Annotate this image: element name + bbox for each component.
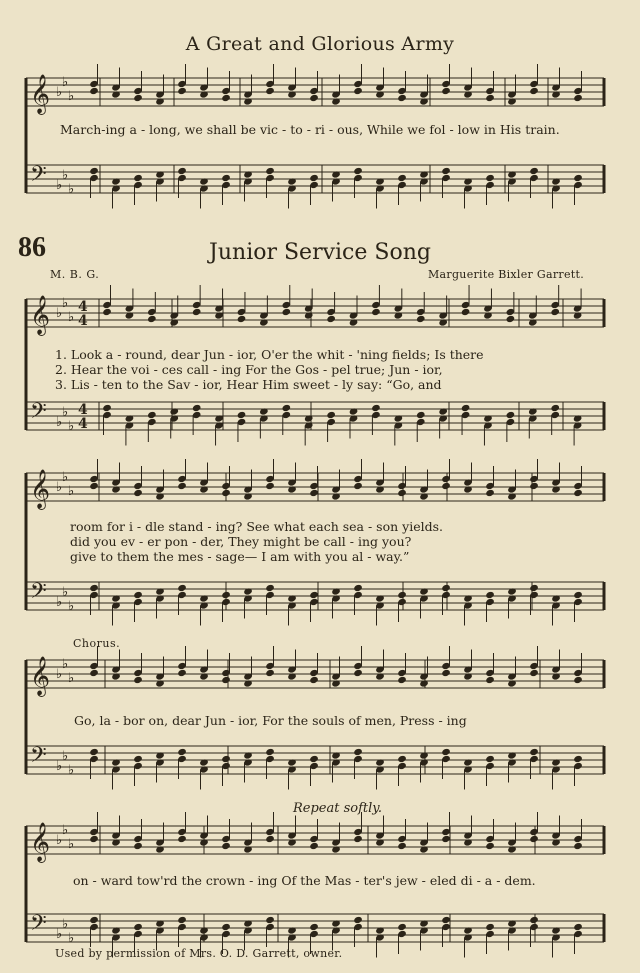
system-1-note <box>326 315 336 323</box>
system-4-note <box>221 923 231 931</box>
system-2-note <box>177 584 187 592</box>
system-2-note <box>353 584 363 592</box>
system-0-note <box>265 87 275 95</box>
chorus-label: Chorus. <box>73 637 121 650</box>
system-3-note <box>221 676 231 684</box>
system-3-note <box>397 755 407 763</box>
hymn-title: Junior Service Song <box>209 240 431 265</box>
system-1-note <box>192 308 202 316</box>
system-2-flat-treble: ♭ <box>56 480 63 495</box>
system-3-flat-treble: ♭ <box>68 671 75 686</box>
system-4-note <box>221 842 231 850</box>
chorus-lyric-line: Go, la - bor on, dear Jun - ior, For the souls of men, Press - ing <box>74 713 467 728</box>
system-0-treble-clef: 𝄞 <box>30 74 51 114</box>
system-0-note <box>353 167 363 175</box>
system-2-note <box>221 591 231 599</box>
system-1-note <box>326 411 336 419</box>
system-3-note <box>309 755 319 763</box>
system-0-note <box>133 174 143 182</box>
music-author: M. B. G. <box>50 268 100 281</box>
system-1-flat-treble: ♭ <box>68 310 75 325</box>
system-2-flat-bass: ♭ <box>62 585 69 600</box>
system-1-note <box>147 411 157 419</box>
system-2-note <box>441 482 451 490</box>
system-1-note <box>416 411 426 419</box>
system-2-note <box>89 584 99 592</box>
system-3-flat-bass: ♭ <box>68 763 75 778</box>
system-0-note <box>309 94 319 102</box>
system-4-note <box>485 842 495 850</box>
system-0-note <box>573 94 583 102</box>
repeat-softly-label: Repeat softly. <box>293 801 383 816</box>
verse-3-line-2: give to them the mes - sage— I am with you al - way.” <box>70 549 410 564</box>
system-1-note <box>281 308 291 316</box>
system-3-note <box>573 755 583 763</box>
system-1-note <box>371 308 381 316</box>
system-2-note <box>441 584 451 592</box>
system-1-note <box>416 315 426 323</box>
system-3-flat-treble: ♭ <box>62 657 69 672</box>
final-lyric-line: on - ward tow'rd the crown - ing Of the Mas - ter's jew - eled di - a - dem. <box>73 873 536 888</box>
system-0-flat-bass: ♭ <box>68 182 75 197</box>
system-2-bass-clef: 𝄢 <box>30 579 47 609</box>
system-4-flat-bass: ♭ <box>62 917 69 932</box>
system-0-bass-clef: 𝄢 <box>30 162 47 192</box>
system-1-time-sig: 4 <box>78 402 88 418</box>
system-4-note <box>485 923 495 931</box>
system-4-note <box>353 835 363 843</box>
system-4-note <box>441 835 451 843</box>
system-1-note <box>461 404 471 412</box>
system-4-note <box>265 835 275 843</box>
system-3-note <box>485 676 495 684</box>
verse-3-line-1: 3. Lis - ten to the Sav - ior, Hear Him sweet - ly say: “Go, and <box>55 377 442 392</box>
system-1-time-sig: 4 <box>78 313 88 329</box>
system-4-note <box>573 842 583 850</box>
top-hymn-title: A Great and Glorious Army <box>185 33 455 55</box>
system-2-note <box>529 482 539 490</box>
system-3-note <box>177 669 187 677</box>
system-3-flat-treble: ♭ <box>56 667 63 682</box>
system-4-note <box>441 916 451 924</box>
system-0-note <box>441 87 451 95</box>
system-0-flat-treble: ♭ <box>62 75 69 90</box>
system-3-note <box>89 669 99 677</box>
system-3-note <box>89 748 99 756</box>
system-3-note <box>353 748 363 756</box>
system-1-flat-bass: ♭ <box>68 419 75 434</box>
system-2-note <box>485 591 495 599</box>
footer-permission: Used by permission of Mrs. O. D. Garrett, owner. <box>55 947 343 960</box>
system-0-flat-treble: ♭ <box>56 85 63 100</box>
verse-1-line-1: 1. Look a - round, dear Jun - ior, O'er the whit - 'ning fields; Is there <box>55 347 484 362</box>
system-0-note <box>309 174 319 182</box>
system-1-note <box>102 404 112 412</box>
system-1-flat-treble: ♭ <box>62 296 69 311</box>
system-4-note <box>133 842 143 850</box>
verse-1-line-2: room for i - dle stand - ing? See what each sea - son yields. <box>70 519 443 534</box>
system-4-note <box>133 923 143 931</box>
system-4-bass-clef: 𝄢 <box>30 911 47 941</box>
system-3-note <box>441 748 451 756</box>
system-4-note <box>89 916 99 924</box>
system-4-flat-bass: ♭ <box>56 927 63 942</box>
system-3-note <box>485 755 495 763</box>
system-2-note <box>397 489 407 497</box>
system-4-note <box>529 835 539 843</box>
system-3-note <box>221 755 231 763</box>
system-4-note <box>265 916 275 924</box>
system-1-note <box>506 411 516 419</box>
system-4-note <box>397 842 407 850</box>
system-0-note <box>221 94 231 102</box>
system-1-time-sig: 4 <box>78 416 88 432</box>
system-4-note <box>177 835 187 843</box>
system-0-note <box>221 174 231 182</box>
system-1-note <box>461 308 471 316</box>
system-4-note <box>573 923 583 931</box>
system-2-note <box>265 584 275 592</box>
system-1-time-sig: 4 <box>78 299 88 315</box>
system-2-note <box>353 482 363 490</box>
system-0-note <box>89 87 99 95</box>
system-2-flat-bass: ♭ <box>68 599 75 614</box>
system-0-note <box>89 167 99 175</box>
system-0-flat-bass: ♭ <box>56 178 63 193</box>
system-1-note <box>237 411 247 419</box>
system-2-note <box>529 584 539 592</box>
system-3-note <box>265 669 275 677</box>
system-0-note <box>529 87 539 95</box>
lyric-author: Marguerite Bixler Garrett. <box>427 268 584 281</box>
system-1-flat-treble: ♭ <box>56 306 63 321</box>
system-4-note <box>309 842 319 850</box>
system-1-note <box>506 315 516 323</box>
system-4-note <box>529 916 539 924</box>
system-3-note <box>133 676 143 684</box>
system-4-flat-bass: ♭ <box>68 931 75 946</box>
system-0-note <box>529 167 539 175</box>
system-3-note <box>133 755 143 763</box>
system-2-note <box>133 591 143 599</box>
system-1-note <box>102 308 112 316</box>
system-2-note <box>133 489 143 497</box>
system-2-note <box>573 489 583 497</box>
system-0-flat-bass: ♭ <box>62 168 69 183</box>
system-4-flat-treble: ♭ <box>56 833 63 848</box>
system-1-note <box>550 404 560 412</box>
system-2-note <box>89 482 99 490</box>
system-0-note <box>353 87 363 95</box>
system-3-note <box>529 748 539 756</box>
system-1-flat-bass: ♭ <box>56 415 63 430</box>
system-3-flat-bass: ♭ <box>62 749 69 764</box>
system-4-note <box>89 835 99 843</box>
system-2-note <box>177 482 187 490</box>
hymn-number: 86 <box>18 232 46 263</box>
system-4-note <box>177 916 187 924</box>
system-1-treble-clef: 𝄞 <box>30 295 51 335</box>
system-0-note <box>133 94 143 102</box>
system-0-flat-treble: ♭ <box>68 89 75 104</box>
system-2-flat-treble: ♭ <box>62 470 69 485</box>
system-4-note <box>353 916 363 924</box>
system-0-note <box>397 174 407 182</box>
system-1-note <box>371 404 381 412</box>
system-3-treble-clef: 𝄞 <box>30 656 51 696</box>
verse-2-line-2: did you ev - er pon - der, They might be call - ing you? <box>70 534 412 549</box>
system-3-flat-bass: ♭ <box>56 759 63 774</box>
system-3-note <box>177 748 187 756</box>
system-1-note <box>237 315 247 323</box>
system-2-note <box>309 489 319 497</box>
system-4-flat-treble: ♭ <box>68 837 75 852</box>
system-3-note <box>573 676 583 684</box>
system-1-note <box>147 315 157 323</box>
system-2-note <box>265 482 275 490</box>
system-3-note <box>441 669 451 677</box>
system-0-note <box>485 94 495 102</box>
system-3-note <box>397 676 407 684</box>
system-2-treble-clef: 𝄞 <box>30 469 51 509</box>
top-lyric-line: March-ing a - long, we shall be vic - to - ri - ous, While we fol - low in His train. <box>60 122 560 137</box>
system-0-note <box>573 174 583 182</box>
system-3-bass-clef: 𝄢 <box>30 743 47 773</box>
system-2-note <box>397 591 407 599</box>
system-0-note <box>177 87 187 95</box>
system-3-note <box>529 669 539 677</box>
system-2-note <box>573 591 583 599</box>
system-1-flat-bass: ♭ <box>62 405 69 420</box>
system-3-note <box>309 676 319 684</box>
verse-2-line-1: 2. Hear the voi - ces call - ing For the Gos - pel true; Jun - ior, <box>55 362 443 377</box>
system-1-bass-clef: 𝄢 <box>30 399 47 429</box>
system-2-note <box>221 489 231 497</box>
system-3-note <box>265 748 275 756</box>
system-4-note <box>397 923 407 931</box>
system-2-flat-treble: ♭ <box>68 484 75 499</box>
system-0-note <box>485 174 495 182</box>
system-1-note <box>550 308 560 316</box>
system-2-note <box>309 591 319 599</box>
system-4-note <box>309 923 319 931</box>
system-4-treble-clef: 𝄞 <box>30 822 51 862</box>
system-2-note <box>485 489 495 497</box>
system-0-note <box>177 167 187 175</box>
system-0-note <box>397 94 407 102</box>
system-1-note <box>281 404 291 412</box>
system-4-flat-treble: ♭ <box>62 823 69 838</box>
system-3-note <box>353 669 363 677</box>
system-1-note <box>192 404 202 412</box>
system-2-flat-bass: ♭ <box>56 595 63 610</box>
system-0-note <box>441 167 451 175</box>
system-0-note <box>265 167 275 175</box>
